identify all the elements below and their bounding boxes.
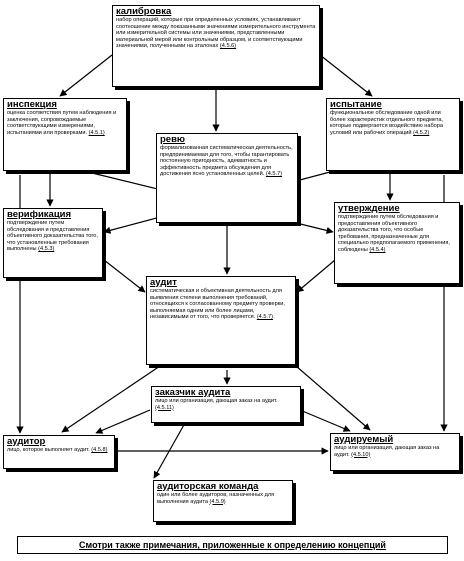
node-calibration-term: калибровка [116, 6, 172, 17]
node-testing-text: функциональное обследование одной или более характеристик отдельного предмета, которые подвергается воздействию набора условий или рабочих операций [330, 110, 443, 136]
node-inspection-ref: (4.5.1) [88, 129, 105, 136]
node-testing-term: испытание [330, 99, 382, 110]
node-inspection-text: оценка соответствия путем наблюдения и заключения, сопровождаемые соответствующими измерениями, испытаниями или проверками. [7, 110, 117, 136]
node-auditor [3, 435, 115, 469]
arrow-calibration-to-inspection [60, 55, 112, 96]
node-review [156, 133, 298, 223]
node-validation-ref: (4.5.4) [369, 246, 386, 253]
node-audit-client [151, 386, 301, 423]
node-audit [146, 276, 296, 365]
node-audit-team-ref: (4.5.9) [209, 498, 226, 505]
node-testing [326, 98, 460, 171]
node-review-text: формализованная систематическая деятельность, предпринимаемая для того, чтобы гарантировать постоянную пригодность, адекватность и эффективность предмета обсуждения для достижения ясно установленных целей. [160, 145, 293, 178]
node-inspection [3, 98, 127, 171]
arrow-client-to-auditee [300, 410, 350, 431]
node-audit-team-definition [157, 492, 289, 505]
arrow-audit-to-auditee [296, 366, 370, 430]
node-audit-term: аудит [150, 277, 177, 288]
node-verification-ref: (4.5.3) [38, 246, 55, 253]
node-audit-definition [150, 288, 292, 321]
node-testing-definition [330, 110, 456, 136]
node-inspection-definition [7, 110, 123, 136]
node-validation-definition [338, 214, 456, 254]
arrow-client-to-auditor [96, 410, 150, 433]
arrow-audit-to-auditor [62, 366, 160, 432]
footer-note: Смотри также примечания, приложенные к определению концепций [17, 536, 448, 554]
node-auditee [330, 433, 460, 471]
node-audit-client-definition [155, 398, 297, 411]
node-review-term: ревю [160, 134, 186, 145]
node-auditee-ref: (4.5.10) [351, 451, 371, 458]
node-verification [3, 208, 103, 278]
node-audit-text: систематическая и объективная деятельность для выявления степени выполнения требований, относящихся к согласованному предмету проверки, выполняемая одним или более лицами, независимыми от того, что проверяется. [150, 288, 285, 321]
node-verification-definition [7, 220, 99, 253]
node-auditee-text: лицо или организация, дающая заказ на аудит. [334, 445, 440, 458]
node-testing-ref: (4.5.2) [413, 129, 430, 136]
node-auditor-text: лицо, которое выполняет аудит. [7, 447, 90, 453]
node-audit-client-text: лицо или организация, дающая заказ на аудит. [155, 398, 278, 404]
node-calibration-definition [116, 17, 316, 50]
node-validation-term: утверждение [338, 203, 400, 214]
node-audit-team [153, 480, 293, 522]
node-auditor-ref: (4.5.8) [91, 447, 108, 453]
node-verification-term: верификация [7, 209, 72, 220]
node-validation-text: подтверждение путем обследования и предоставления объективного доказательства того, что особые требования, предназначенные для специально предполагаемого применения, соблюдены [338, 214, 450, 253]
node-verification-text: подтверждение путем обследования и представления объективного доказательства того, что установленные требования выполнены [7, 220, 98, 253]
node-audit-team-text: один или более аудиторов, назначенных для выполнения аудита [157, 492, 275, 505]
node-auditor-definition [7, 447, 111, 454]
arrow-calibration-to-testing [320, 55, 372, 96]
node-inspection-term: инспекция [7, 99, 57, 110]
node-calibration-ref: (4.5.6) [219, 43, 237, 50]
node-review-ref: (4.5.7) [265, 171, 283, 178]
arrow-verification-to-audit [104, 260, 145, 292]
node-calibration-text: набор операций, которые при определенных условиях, устанавливают соотношение между показанными значениями измерительного инструмента или измерительной системы или значениями, представленными материальной мерой или контрольным образцом, и соответствующими значениями, полученными на эталонах [116, 17, 316, 50]
node-auditee-definition [334, 445, 456, 458]
node-audit-client-ref: (4.5.11) [155, 404, 174, 411]
node-calibration [112, 5, 320, 87]
node-auditee-term: аудируемый [334, 434, 394, 445]
node-audit-client-term: заказчик аудита [155, 387, 231, 398]
node-audit-team-term: аудиторская команда [157, 481, 259, 492]
node-validation [334, 202, 460, 284]
node-review-definition [160, 145, 294, 178]
node-auditor-term: аудитор [7, 436, 46, 447]
arrow-validation-to-audit [297, 260, 335, 292]
node-audit-ref: (4.5.7) [256, 314, 273, 321]
